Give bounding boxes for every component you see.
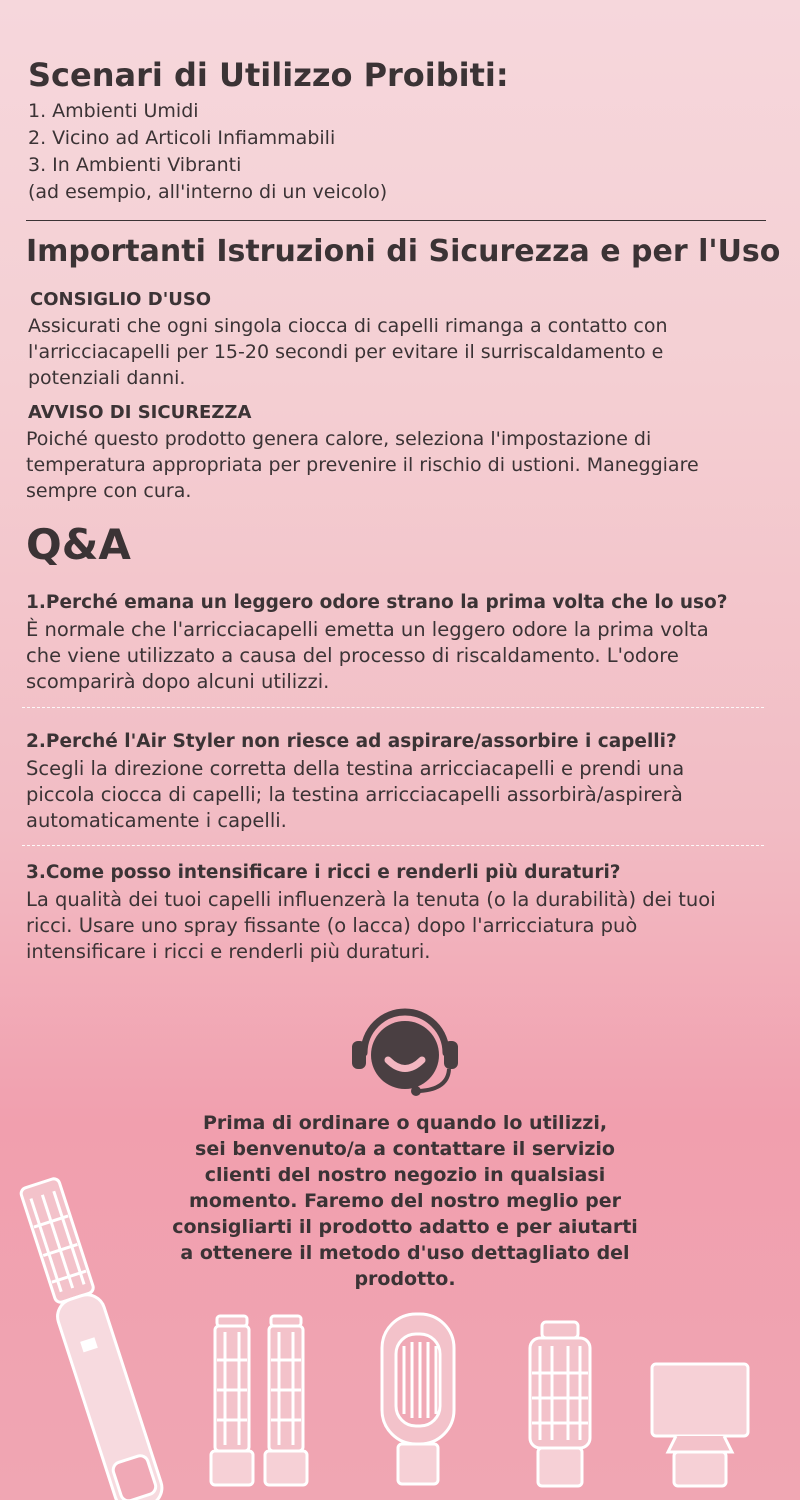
answer-1 [26,617,709,695]
curling-barrels-illustration [205,1310,325,1490]
prohibited-title: Scenari di Utilizzo Proibiti: [28,56,509,94]
qa-divider [22,845,764,846]
support-line: sei benvenuto/a a contattare il servizio [195,1138,615,1160]
qa-title: Q&A [26,520,131,569]
answer-line: piccola ciocca di capelli; la testina arricciacapelli assorbirà/aspirerà [26,783,683,806]
safety-title: Importanti Istruzioni di Sicurezza e per l'Uso [26,234,781,269]
support-line: Prima di ordinare o quando lo utilizzi, [202,1112,608,1134]
qa-divider [22,707,764,708]
prohibited-item: (ad esempio, all'interno di un veicolo) [28,181,388,203]
answer-line: scomparirà dopo alcuni utilizzi. [26,670,330,693]
prohibited-item: 1. Ambienti Umidi [28,100,199,122]
support-line: consigliarti il prodotto adatto e per aiutarti [172,1216,638,1238]
answer-line: La qualità dei tuoi capelli influenzerà la tenuta (o la durabilità) dei tuoi [26,888,716,911]
answer-line: intensificare i ricci e renderli più duraturi. [26,940,431,963]
question-3: 3.Come posso intensificare i ricci e renderli più duraturi? [26,862,621,883]
tip-line: potenziali danni. [28,367,186,389]
question-1: 1.Perché emana un leggero odore strano la prima volta che lo uso? [26,592,728,613]
warning-line: Poiché questo prodotto genera calore, seleziona l'impostazione di [26,428,652,450]
answer-2 [26,756,684,834]
answer-line: ricci. Usare uno spray fissante (o lacca) dopo l'arricciatura può [26,914,638,937]
paddle-brush-illustration [378,1310,458,1490]
warning-text [26,426,699,504]
support-line: clienti del nostro negozio in qualsiasi [204,1164,606,1186]
customer-service-headset-icon [350,1005,460,1097]
section-divider [26,220,766,221]
tip-line: Assicurati che ogni singola ciocca di capelli rimanga a contatto con [28,315,668,337]
warning-line: temperatura appropriata per prevenire il rischio di ustioni. Maneggiare [26,454,699,476]
answer-line: che viene utilizzato a causa del processo di riscaldamento. L'odore [26,644,679,667]
warning-line: sempre con cura. [26,480,192,502]
air-styler-handle-illustration [10,1175,170,1500]
support-line: a ottenere il metodo d'uso dettagliato del [180,1242,630,1264]
prohibited-item: 3. In Ambienti Vibranti [28,154,242,176]
question-2: 2.Perché l'Air Styler non riesce ad aspirare/assorbire i capelli? [26,731,677,752]
prohibited-list [28,98,387,206]
round-brush-illustration [522,1318,598,1490]
answer-line: Scegli la direzione corretta della testina arricciacapelli e prendi una [26,757,685,780]
flat-attachment-illustration [648,1360,752,1490]
support-message [150,1110,660,1292]
tip-title: CONSIGLIO D'USO [30,289,212,310]
answer-line: È normale che l'arricciacapelli emetta un leggero odore la prima volta [26,618,709,641]
prohibited-item: 2. Vicino ad Articoli Infiammabili [28,127,336,149]
tip-line: l'arricciacapelli per 15-20 secondi per evitare il surriscaldamento e [28,341,664,363]
answer-3 [26,887,716,965]
warning-title: AVVISO DI SICUREZZA [28,402,252,423]
support-line: prodotto. [354,1268,456,1290]
support-line: momento. Faremo del nostro meglio per [189,1190,621,1212]
tip-text [28,313,668,391]
answer-line: automaticamente i capelli. [26,809,287,832]
